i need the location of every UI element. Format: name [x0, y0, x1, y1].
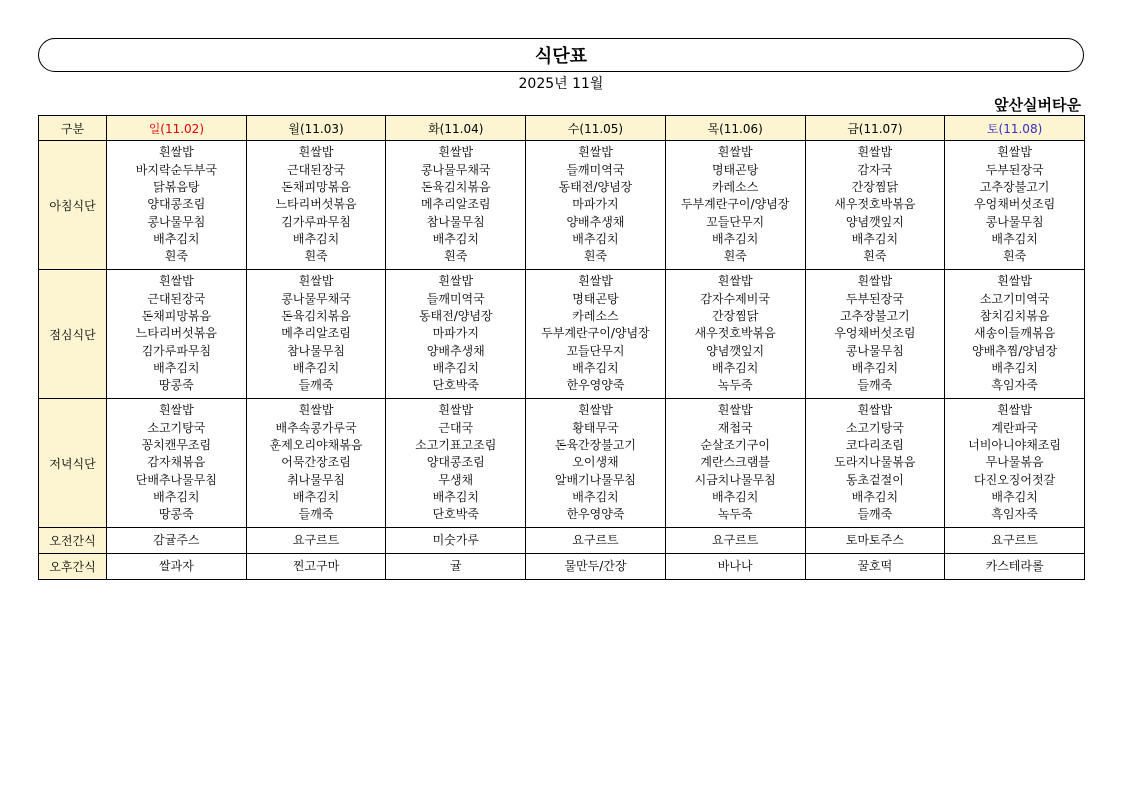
menu-item: 배추김치	[572, 360, 619, 375]
menu-item: 들깨죽	[298, 507, 334, 522]
menu-item: 배추김치	[711, 489, 759, 504]
row-label: 오전간식	[39, 528, 107, 554]
menu-item: 참나물무침	[426, 214, 485, 229]
menu-cell	[246, 270, 386, 399]
menu-item: 흰죽	[583, 249, 608, 264]
menu-item: 흰쌀밥	[578, 403, 613, 418]
menu-item: 콩나물무채국	[420, 162, 491, 177]
menu-item: 동태전/양념장	[418, 309, 493, 324]
day-header: 금(11.07)	[805, 116, 945, 141]
menu-item: 참치김치볶음	[979, 309, 1050, 324]
menu-item: 배추김치	[991, 360, 1038, 375]
row-label: 오후간식	[39, 554, 107, 580]
page-title: 식단표	[534, 46, 588, 67]
menu-item: 배추김치	[153, 489, 200, 504]
menu-cell	[246, 141, 386, 270]
menu-item: 배추김치	[991, 231, 1038, 246]
meal-row	[39, 270, 1085, 399]
meal-row	[39, 141, 1085, 270]
day-header: 수(11.05)	[526, 116, 666, 141]
menu-item: 무생채	[438, 472, 474, 487]
menu-item: 배추김치	[572, 231, 619, 246]
day-header: 화(11.04)	[386, 116, 526, 141]
menu-cell	[107, 399, 247, 528]
menu-item: 배추김치	[153, 360, 200, 375]
menu-table	[38, 115, 1085, 580]
menu-item: 요구르트	[572, 532, 619, 547]
menu-item: 미숫가루	[432, 532, 479, 547]
menu-item: 배추김치	[851, 231, 899, 246]
menu-item: 흰쌀밥	[578, 145, 613, 160]
menu-cell	[107, 141, 247, 270]
menu-item: 요구르트	[292, 532, 340, 547]
menu-cell	[526, 528, 666, 554]
menu-item: 알배기나물무침	[554, 472, 637, 487]
menu-item: 재첩국	[717, 420, 753, 435]
row-label: 아침식단	[39, 141, 107, 270]
menu-item: 시금치나물무침	[694, 472, 776, 487]
menu-item: 쌀과자	[158, 558, 194, 573]
menu-cell	[246, 554, 386, 580]
menu-item: 콩나물무채국	[281, 291, 351, 306]
menu-item: 흰쌀밥	[997, 403, 1032, 418]
menu-item: 카레소스	[572, 309, 619, 324]
row-label: 점심식단	[39, 270, 107, 399]
menu-item: 고추장불고기	[979, 180, 1050, 195]
menu-cell	[246, 528, 386, 554]
menu-item: 한우영양죽	[566, 378, 625, 393]
menu-item: 흰쌀밥	[717, 145, 753, 160]
menu-cell	[526, 270, 666, 399]
menu-item: 흰쌀밥	[438, 403, 474, 418]
menu-item: 배추김치	[991, 489, 1038, 504]
menu-item: 배추김치	[432, 360, 479, 375]
menu-cell	[386, 270, 526, 399]
menu-cell	[805, 528, 945, 554]
menu-item: 토마토주스	[845, 532, 904, 547]
menu-item: 간장찜닭	[851, 180, 899, 195]
menu-item: 요구르트	[991, 532, 1038, 547]
menu-item: 소고기미역국	[979, 291, 1050, 306]
menu-item: 단호박죽	[432, 507, 479, 522]
menu-item: 느타리버섯볶음	[275, 197, 357, 212]
menu-item: 동초겉절이	[845, 472, 904, 487]
menu-item: 돈채피망볶음	[281, 180, 351, 195]
menu-item: 취나물무침	[287, 472, 346, 487]
menu-item: 김가루파무침	[141, 343, 212, 358]
menu-item: 꽁치캔무조림	[141, 438, 212, 453]
menu-cell	[805, 554, 945, 580]
menu-item: 꼬들단무지	[706, 214, 765, 229]
menu-item: 닭볶음탕	[153, 180, 200, 195]
menu-item: 흰쌀밥	[298, 403, 334, 418]
menu-item: 배추속콩가루국	[275, 420, 357, 435]
menu-cell	[805, 270, 945, 399]
menu-item: 근대국	[438, 420, 474, 435]
menu-item: 마파가지	[572, 197, 619, 212]
menu-item: 돈육김치볶음	[420, 180, 491, 195]
menu-item: 흰죽	[1003, 249, 1027, 264]
menu-item: 흑임자죽	[991, 507, 1038, 522]
menu-item: 소고기탕국	[147, 420, 206, 435]
menu-item: 땅콩죽	[158, 507, 194, 522]
menu-item: 배추김치	[572, 489, 619, 504]
menu-cell	[665, 528, 805, 554]
menu-item: 두부된장국	[985, 162, 1044, 177]
day-header: 월(11.03)	[246, 116, 386, 141]
menu-item: 단호박죽	[432, 378, 479, 393]
menu-item: 땅콩죽	[158, 378, 194, 393]
meal-row	[39, 399, 1085, 528]
menu-item: 찐고구마	[292, 558, 340, 573]
menu-item: 양대콩조림	[426, 455, 485, 470]
menu-item: 배추김치	[711, 360, 759, 375]
menu-item: 계란파국	[991, 420, 1038, 435]
menu-item: 우엉채버섯조림	[974, 197, 1056, 212]
menu-item: 새우젓호박볶음	[834, 197, 916, 212]
menu-item: 배추김치	[292, 231, 340, 246]
menu-item: 흰죽	[304, 249, 328, 264]
menu-item: 새송이들깨볶음	[974, 326, 1056, 341]
menu-item: 근대된장국	[147, 291, 206, 306]
menu-item: 귤	[449, 558, 462, 573]
menu-item: 흰쌀밥	[857, 145, 893, 160]
menu-item: 단배추나물무침	[135, 472, 217, 487]
menu-item: 흰쌀밥	[857, 403, 893, 418]
menu-item: 콩나물무침	[845, 343, 904, 358]
menu-item: 들깨죽	[857, 507, 893, 522]
menu-cell	[945, 528, 1085, 554]
menu-item: 콩나물무침	[985, 214, 1044, 229]
menu-item: 흰쌀밥	[158, 403, 194, 418]
menu-item: 흰쌀밥	[578, 274, 613, 289]
menu-item: 코다리조림	[845, 438, 904, 453]
menu-item: 메추리알조림	[420, 197, 491, 212]
menu-item: 감자채볶음	[147, 455, 206, 470]
menu-item: 명태곤탕	[711, 162, 759, 177]
menu-item: 돈육간장불고기	[554, 438, 637, 453]
menu-item: 콩나물무침	[147, 214, 206, 229]
menu-item: 카레소스	[711, 180, 759, 195]
menu-item: 요구르트	[711, 532, 759, 547]
menu-item: 흰죽	[444, 249, 468, 264]
menu-item: 들깨죽	[857, 378, 893, 393]
menu-item: 두부된장국	[845, 291, 904, 306]
menu-item: 흰죽	[863, 249, 887, 264]
menu-item: 흰쌀밥	[298, 274, 334, 289]
menu-cell	[665, 270, 805, 399]
menu-item: 무나물볶음	[985, 455, 1044, 470]
menu-cell	[665, 141, 805, 270]
menu-item: 다진오징어젓갈	[974, 472, 1056, 487]
menu-item: 도라지나물볶음	[834, 455, 916, 470]
menu-item: 돈채피망볶음	[141, 309, 212, 324]
menu-cell	[665, 399, 805, 528]
menu-cell	[945, 554, 1085, 580]
menu-cell	[945, 399, 1085, 528]
menu-item: 동태전/양념장	[558, 180, 633, 195]
menu-item: 배추김치	[432, 231, 479, 246]
menu-item: 바지락순두부국	[135, 162, 217, 177]
menu-item: 우엉채버섯조림	[834, 326, 916, 341]
menu-item: 양대콩조림	[147, 197, 206, 212]
snack-row	[39, 528, 1085, 554]
menu-item: 흰쌀밥	[438, 145, 474, 160]
menu-item: 감자수제비국	[700, 291, 770, 306]
row-label: 저녁식단	[39, 399, 107, 528]
menu-item: 마파가지	[432, 326, 479, 341]
menu-item: 녹두죽	[717, 378, 753, 393]
title-banner	[38, 38, 1084, 72]
menu-item: 근대된장국	[287, 162, 346, 177]
menu-item: 배추김치	[432, 489, 479, 504]
menu-item: 흰죽	[723, 249, 747, 264]
menu-item: 흰쌀밥	[717, 403, 753, 418]
menu-item: 새우젓호박볶음	[694, 326, 776, 341]
menu-item: 황태무국	[572, 420, 619, 435]
menu-item: 흰쌀밥	[717, 274, 753, 289]
menu-item: 배추김치	[711, 231, 759, 246]
menu-item: 흰쌀밥	[438, 274, 474, 289]
period-label: 2025년 11월	[518, 76, 604, 92]
day-header: 일(11.02)	[107, 116, 247, 141]
menu-cell	[945, 141, 1085, 270]
menu-item: 오이생채	[572, 455, 619, 470]
snack-row	[39, 554, 1085, 580]
menu-item: 흰쌀밥	[997, 274, 1032, 289]
menu-item: 카스테라롤	[985, 558, 1044, 573]
menu-item: 흰쌀밥	[857, 274, 893, 289]
menu-cell	[246, 399, 386, 528]
menu-item: 흑임자죽	[991, 378, 1038, 393]
corner-header: 구분	[39, 116, 107, 141]
menu-item: 꼬들단무지	[566, 343, 625, 358]
menu-cell	[386, 554, 526, 580]
menu-cell	[386, 399, 526, 528]
menu-item: 메추리알조림	[281, 326, 351, 341]
menu-item: 흰쌀밥	[158, 274, 194, 289]
menu-item: 감귤주스	[153, 532, 200, 547]
menu-item: 감자국	[857, 162, 893, 177]
menu-item: 흰죽	[164, 249, 188, 264]
menu-item: 명태곤탕	[572, 291, 619, 306]
menu-item: 참나물무침	[287, 343, 346, 358]
facility-name: 앞산실버타운	[994, 96, 1081, 114]
menu-item: 간장찜닭	[711, 309, 759, 324]
menu-cell	[805, 141, 945, 270]
menu-item: 양념깻잎지	[845, 214, 904, 229]
menu-cell	[107, 554, 247, 580]
menu-cell	[945, 270, 1085, 399]
menu-cell	[386, 528, 526, 554]
menu-item: 꿀호떡	[857, 558, 893, 573]
menu-item: 바나나	[717, 558, 753, 573]
menu-cell	[107, 528, 247, 554]
menu-item: 흰쌀밥	[298, 145, 334, 160]
menu-item: 너비아니야채조림	[968, 438, 1061, 453]
menu-item: 녹두죽	[717, 507, 753, 522]
menu-item: 들깨미역국	[426, 291, 485, 306]
menu-item: 돈육김치볶음	[281, 309, 351, 324]
menu-item: 계란스크램블	[700, 455, 770, 470]
menu-item: 흰쌀밥	[997, 145, 1032, 160]
day-header: 토(11.08)	[945, 116, 1085, 141]
menu-cell	[386, 141, 526, 270]
menu-item: 들깨미역국	[566, 162, 625, 177]
menu-cell	[526, 399, 666, 528]
menu-item: 소고기표고조림	[415, 438, 497, 453]
menu-item: 배추김치	[851, 360, 899, 375]
menu-item: 두부계란구이/양념장	[541, 326, 650, 341]
menu-item: 한우영양죽	[566, 507, 625, 522]
menu-item: 양배추생채	[566, 214, 625, 229]
menu-item: 느타리버섯볶음	[135, 326, 217, 341]
menu-cell	[526, 554, 666, 580]
menu-body	[39, 141, 1085, 580]
menu-item: 양배추생채	[426, 343, 485, 358]
menu-item: 고추장불고기	[840, 309, 910, 324]
menu-item: 배추김치	[292, 360, 340, 375]
menu-item: 순살조기구이	[700, 438, 770, 453]
menu-cell	[665, 554, 805, 580]
menu-item: 소고기탕국	[845, 420, 904, 435]
header-row	[39, 116, 1085, 141]
menu-item: 어묵간장조림	[281, 455, 351, 470]
menu-item: 양배추찜/양념장	[972, 343, 1058, 358]
menu-item: 두부계란구이/양념장	[680, 197, 790, 212]
day-header: 목(11.06)	[665, 116, 805, 141]
menu-item: 흰쌀밥	[158, 145, 194, 160]
menu-item: 들깨죽	[298, 378, 334, 393]
menu-item: 배추김치	[292, 489, 340, 504]
menu-item: 김가루파무침	[281, 214, 351, 229]
menu-item: 배추김치	[851, 489, 899, 504]
menu-item: 배추김치	[153, 231, 200, 246]
menu-cell	[526, 141, 666, 270]
menu-cell	[107, 270, 247, 399]
menu-cell	[805, 399, 945, 528]
menu-item: 훈제오리야채볶음	[269, 438, 363, 453]
menu-item: 양념깻잎지	[706, 343, 765, 358]
menu-item: 물만두/간장	[564, 558, 627, 573]
